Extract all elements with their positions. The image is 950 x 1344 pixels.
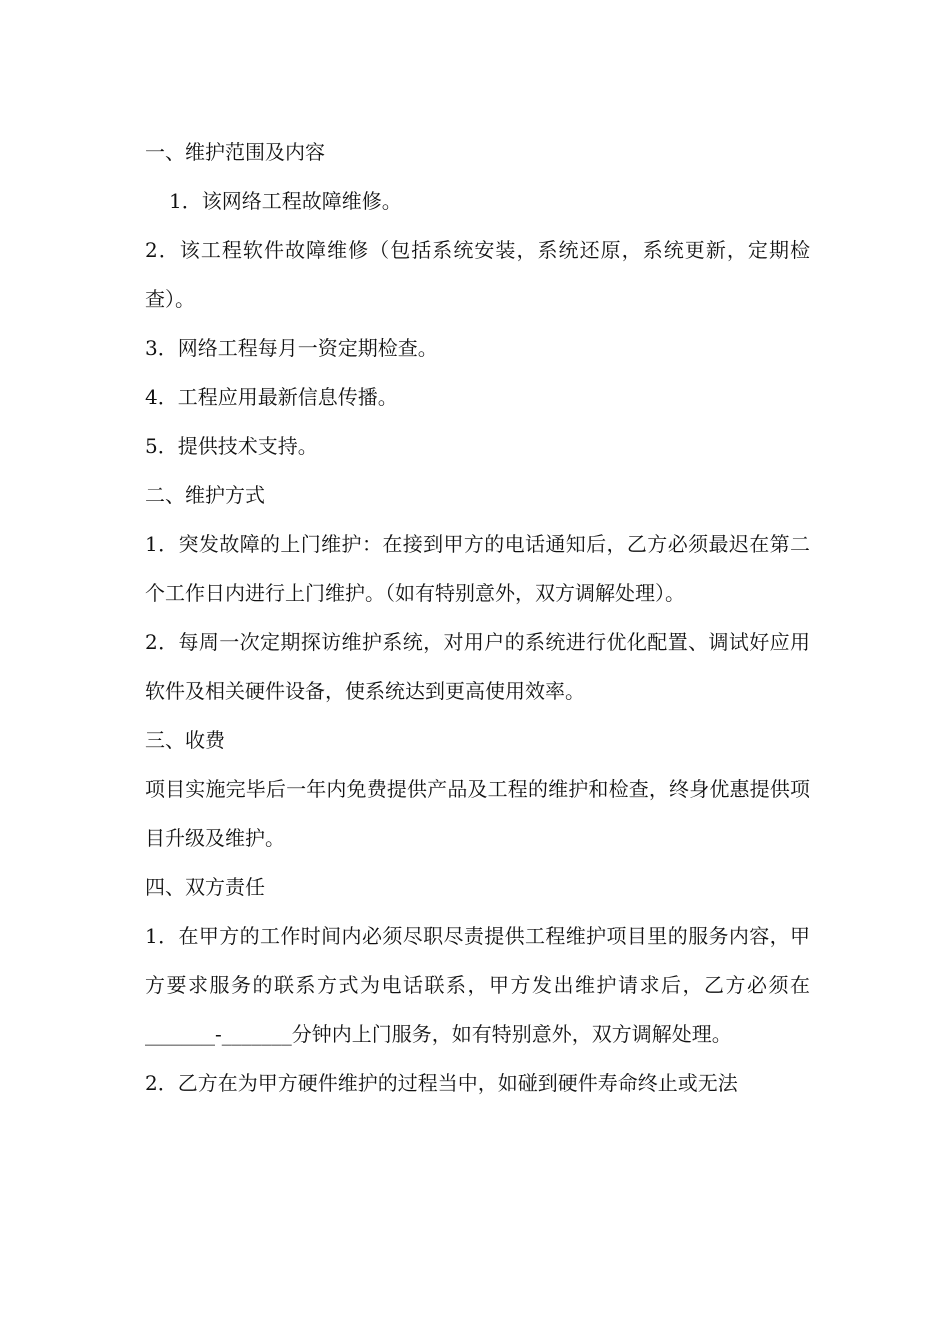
paragraph-item: 1．该网络工程故障维修。	[169, 189, 402, 213]
paragraph-item: 2．每周一次定期探访维护系统，对用户的系统进行优化配置、调试好应用软件及相关硬件设备，使系统达到更高使用效率。	[145, 630, 810, 703]
document-body	[145, 128, 810, 1108]
paragraph-item: 3．网络工程每月一资定期检查。	[145, 336, 438, 360]
paragraph-item: 2．乙方在为甲方硬件维护的过程当中，如碰到硬件寿命终止或无法	[145, 1071, 738, 1095]
section-heading-fees: 三、收费	[145, 728, 225, 752]
section-heading-scope: 一、维护范围及内容	[145, 140, 325, 164]
section-heading-method: 二、维护方式	[145, 483, 265, 507]
paragraph-item: 2．该工程软件故障维修（包括系统安装，系统还原，系统更新，定期检查）。	[145, 238, 810, 311]
paragraph-item: 项目实施完毕后一年内免费提供产品及工程的维护和检查，终身优惠提供项目升级及维护。	[145, 777, 810, 850]
paragraph-item: 4．工程应用最新信息传播。	[145, 385, 398, 409]
paragraph-item: 1．在甲方的工作时间内必须尽职尽责提供工程维护项目里的服务内容，甲方要求服务的联系方式为电话联系，甲方发出维护请求后，乙方必须在_______-_______分钟内上门服务，如有特别意外，双方调解处理。	[145, 924, 810, 1046]
paragraph-item: 1．突发故障的上门维护：在接到甲方的电话通知后，乙方必须最迟在第二个工作日内进行上门维护。（如有特别意外，双方调解处理）。	[145, 532, 810, 605]
paragraph-item: 5．提供技术支持。	[145, 434, 318, 458]
section-heading-responsibilities: 四、双方责任	[145, 875, 265, 899]
